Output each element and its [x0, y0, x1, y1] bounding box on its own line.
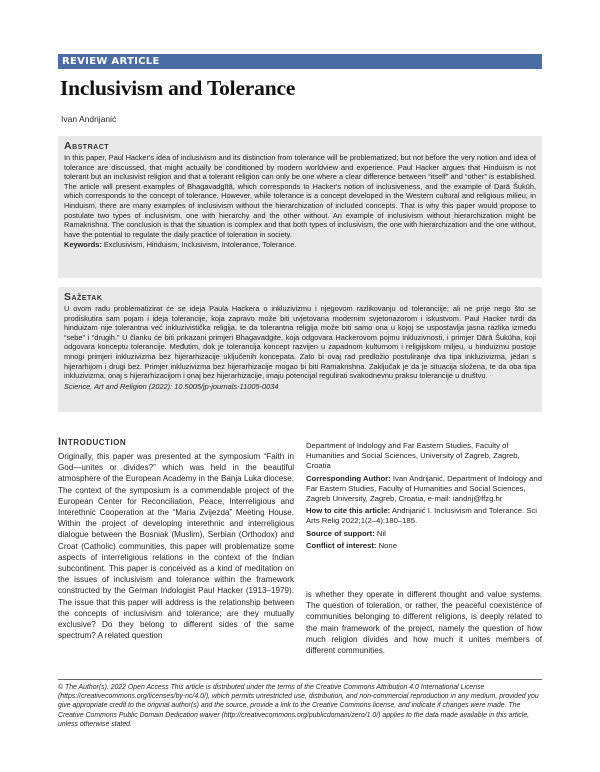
- conflict-of-interest: [306, 541, 542, 551]
- source-of-support: [306, 529, 542, 539]
- license-footnote: [58, 679, 542, 729]
- journal-citation-text: Science, Art and Religion (2022): 10.5005/jp-journals-11005-0034: [64, 381, 279, 391]
- corresponding-author: [306, 474, 542, 505]
- conflict-label: Conflict of interest:: [306, 540, 377, 550]
- support-text: Nil: [376, 528, 386, 538]
- introduction-column: [58, 436, 294, 641]
- keywords-value: Exclusivism, Hinduism, Inclusivism, Intolerance, Tolerance.: [103, 240, 297, 250]
- affiliation-block: [306, 441, 542, 551]
- sazetak-heading: Sažetak: [64, 291, 103, 303]
- abstract-heading: Abstract: [64, 140, 110, 152]
- cite-label: How to cite this article:: [306, 506, 391, 516]
- cite-text: Andrijanić I. Inclusivism and Tolerance. Sci Arts Relig 2022;1(2–4):180–185.: [306, 506, 538, 526]
- keywords-label: Keywords:: [64, 240, 102, 250]
- introduction-continuation: [306, 589, 542, 656]
- conflict-text: None: [378, 540, 397, 550]
- department: Department of Indology and Far Eastern Studies, Faculty of Humanities and Social Sciences, University of Zagreb, Zagreb, Croatia: [306, 441, 520, 471]
- support-label: Source of support:: [306, 528, 375, 538]
- author-name: Ivan Andrijanić: [61, 114, 117, 124]
- sazetak-box: [58, 287, 542, 412]
- keywords-line: [64, 240, 536, 250]
- introduction-heading: Introduction: [58, 436, 127, 448]
- corresponding-label: Corresponding Author:: [306, 473, 391, 483]
- sazetak-text: U ovom radu problematizirat će se ideja Paula Hackera o inkluzivizmu i njegovom razlikovanju od toleranciije; ali ne prije nego što se prodiskutira sam pojam i ideja tolerancije, koja zapravo može biti uvjetovana modernim svjetonazorom i iskustvom. Paul Hacker tvrdi da hinduizam nije tolerantna već inkluzivistička religija, te da tolerantna religija može biti samo ona u kojoj se uspostavlja jasna razlika između “sebe” i “drugih.” U članku će biti prikazani primjeri Bhagavadgite, koja odgovara Hackerovom pojmu inkluzivnosti, i primjer Dārā Šukūha, koji odgovara konceptu tolerancije. Međutim, dok je tolerancija koncept razvijen u zapadnom kulturnom i religijskom miljeu, u hinduizmu postoje mnogi primjeri inkluzivizma bez hijerarhizacije uključenih koncepata. Zato bi ovaj rad predložio postuliranje dva tipa inkluzivizma, jedan s hijerarhijom i drugi bez. Primjer inkluzivizma bez hijerarhizacije mogao bi biti Ramakrishna. Zaključak je da je situacija složena, te da oba tipa inkluzivizma, onaj s hijerarhizacijom i onaj bez hijerarhizacije, imaju potencijal regulirati svakodnevnu praksu tolerancije u društvu.: [64, 304, 536, 381]
- section-banner: [58, 54, 542, 69]
- abstract-box: [58, 136, 542, 278]
- license-text: © The Author(s). 2022 Open Access This article is distributed under the terms of the Creative Commons Attribution 4.0 International License (https://creativecommons.org/licenses/by-nc/4.0/), which permits unrestricted use, distribution, and non-commercial reproduction in any medium, provided you give appropriate credit to the original author(s) and the source, provide a link to the Creative Commons license, and indicate if changes were made. The Creative Commons Public Domain Dedication waiver (http://creativecommons.org/publicdomain/zero/1.0/) applies to the data made available in this article, unless otherwise stated.: [58, 684, 539, 728]
- how-to-cite: [306, 506, 542, 526]
- introduction-continuation-text: is whether they operate in different thought and value systems. The question of toleration, or rather, the peaceful coexistence of communities belonging to different religions, is deeply related to the main framework of the project, namely the question of how much religion divides and how much it unites members of different communities.: [306, 590, 542, 656]
- section-label: REVIEW ARTICLE: [62, 56, 160, 67]
- journal-citation: [64, 382, 536, 392]
- introduction-text: Originally, this paper was presented at the symposium “Faith in God—unites or divides?” which was held in the beautiful atmosphere of the European Academy in the Banja Luka diocese. The context of the symposium is a commendable project of the European Center for Reconciliation, Peace, Interreligious and Interethnic Cooperation at the “Maria Zvijezda” Meeting House. Within the project of developing interethnic and interreligious dialogue between the Bosniak (Muslim), Serbian (Orthodox) and Croat (Catholic) communities, this paper will problematize some aspects of interreligious relations in the context of the Indian subcontinent. This paper is conceived as a kind of meditation on the issues of inclusivism and tolerance within the framework constructed by the German Indologist Paul Hacker (1913–1979). The issue that this paper will address is the relationship between the concepts of inclusivism and tolerance; are they mutually exclusive? Do they belong to different sides of the same spectrum? A related question: [58, 452, 294, 641]
- abstract-text: In this paper, Paul Hacker's idea of inclusivism and its distinction from tolerance will be problematized; but not before the very notion and idea of tolerance are discussed, that might actually be conditioned by modern worldview and experience. Paul Hacker argues that Hinduism is not tolerant but an inclusivist religion and that a tolerant religion can only be one where a clear difference between “itself” and “other” is established. The article will present examples of Bhagavadgītā, which corresponds to Hacker's notion of inclusiveness, and the example of Darā Šukūh, which corresponds to the concept of tolerance. However, while tolerance is a concept developed in the Western cultural and religious milieu, in Hinduism, there are many examples of inclusivism without the hierarchization of included concepts. That is why this paper would propose to postulate two types of inclusivism, one with hierarchy and the other without. An example of inclusivism without hierarchization might be Ramakrishna. The conclusion is that the situation is complex and that both types of inclusivism, the one with hierarchization and the one without, have the potential to regulate the daily practice of toleration in society.: [64, 153, 536, 239]
- article-title: Inclusivism and Tolerance: [60, 76, 296, 100]
- corresponding-text: Ivan Andrijanić, Department of Indology and Far Eastern Studies, Faculty of Humanities and Social Sciences, Zagreb University, Zagreb, Croatia, e-mail: iandrij@ffzg.hr: [306, 473, 542, 504]
